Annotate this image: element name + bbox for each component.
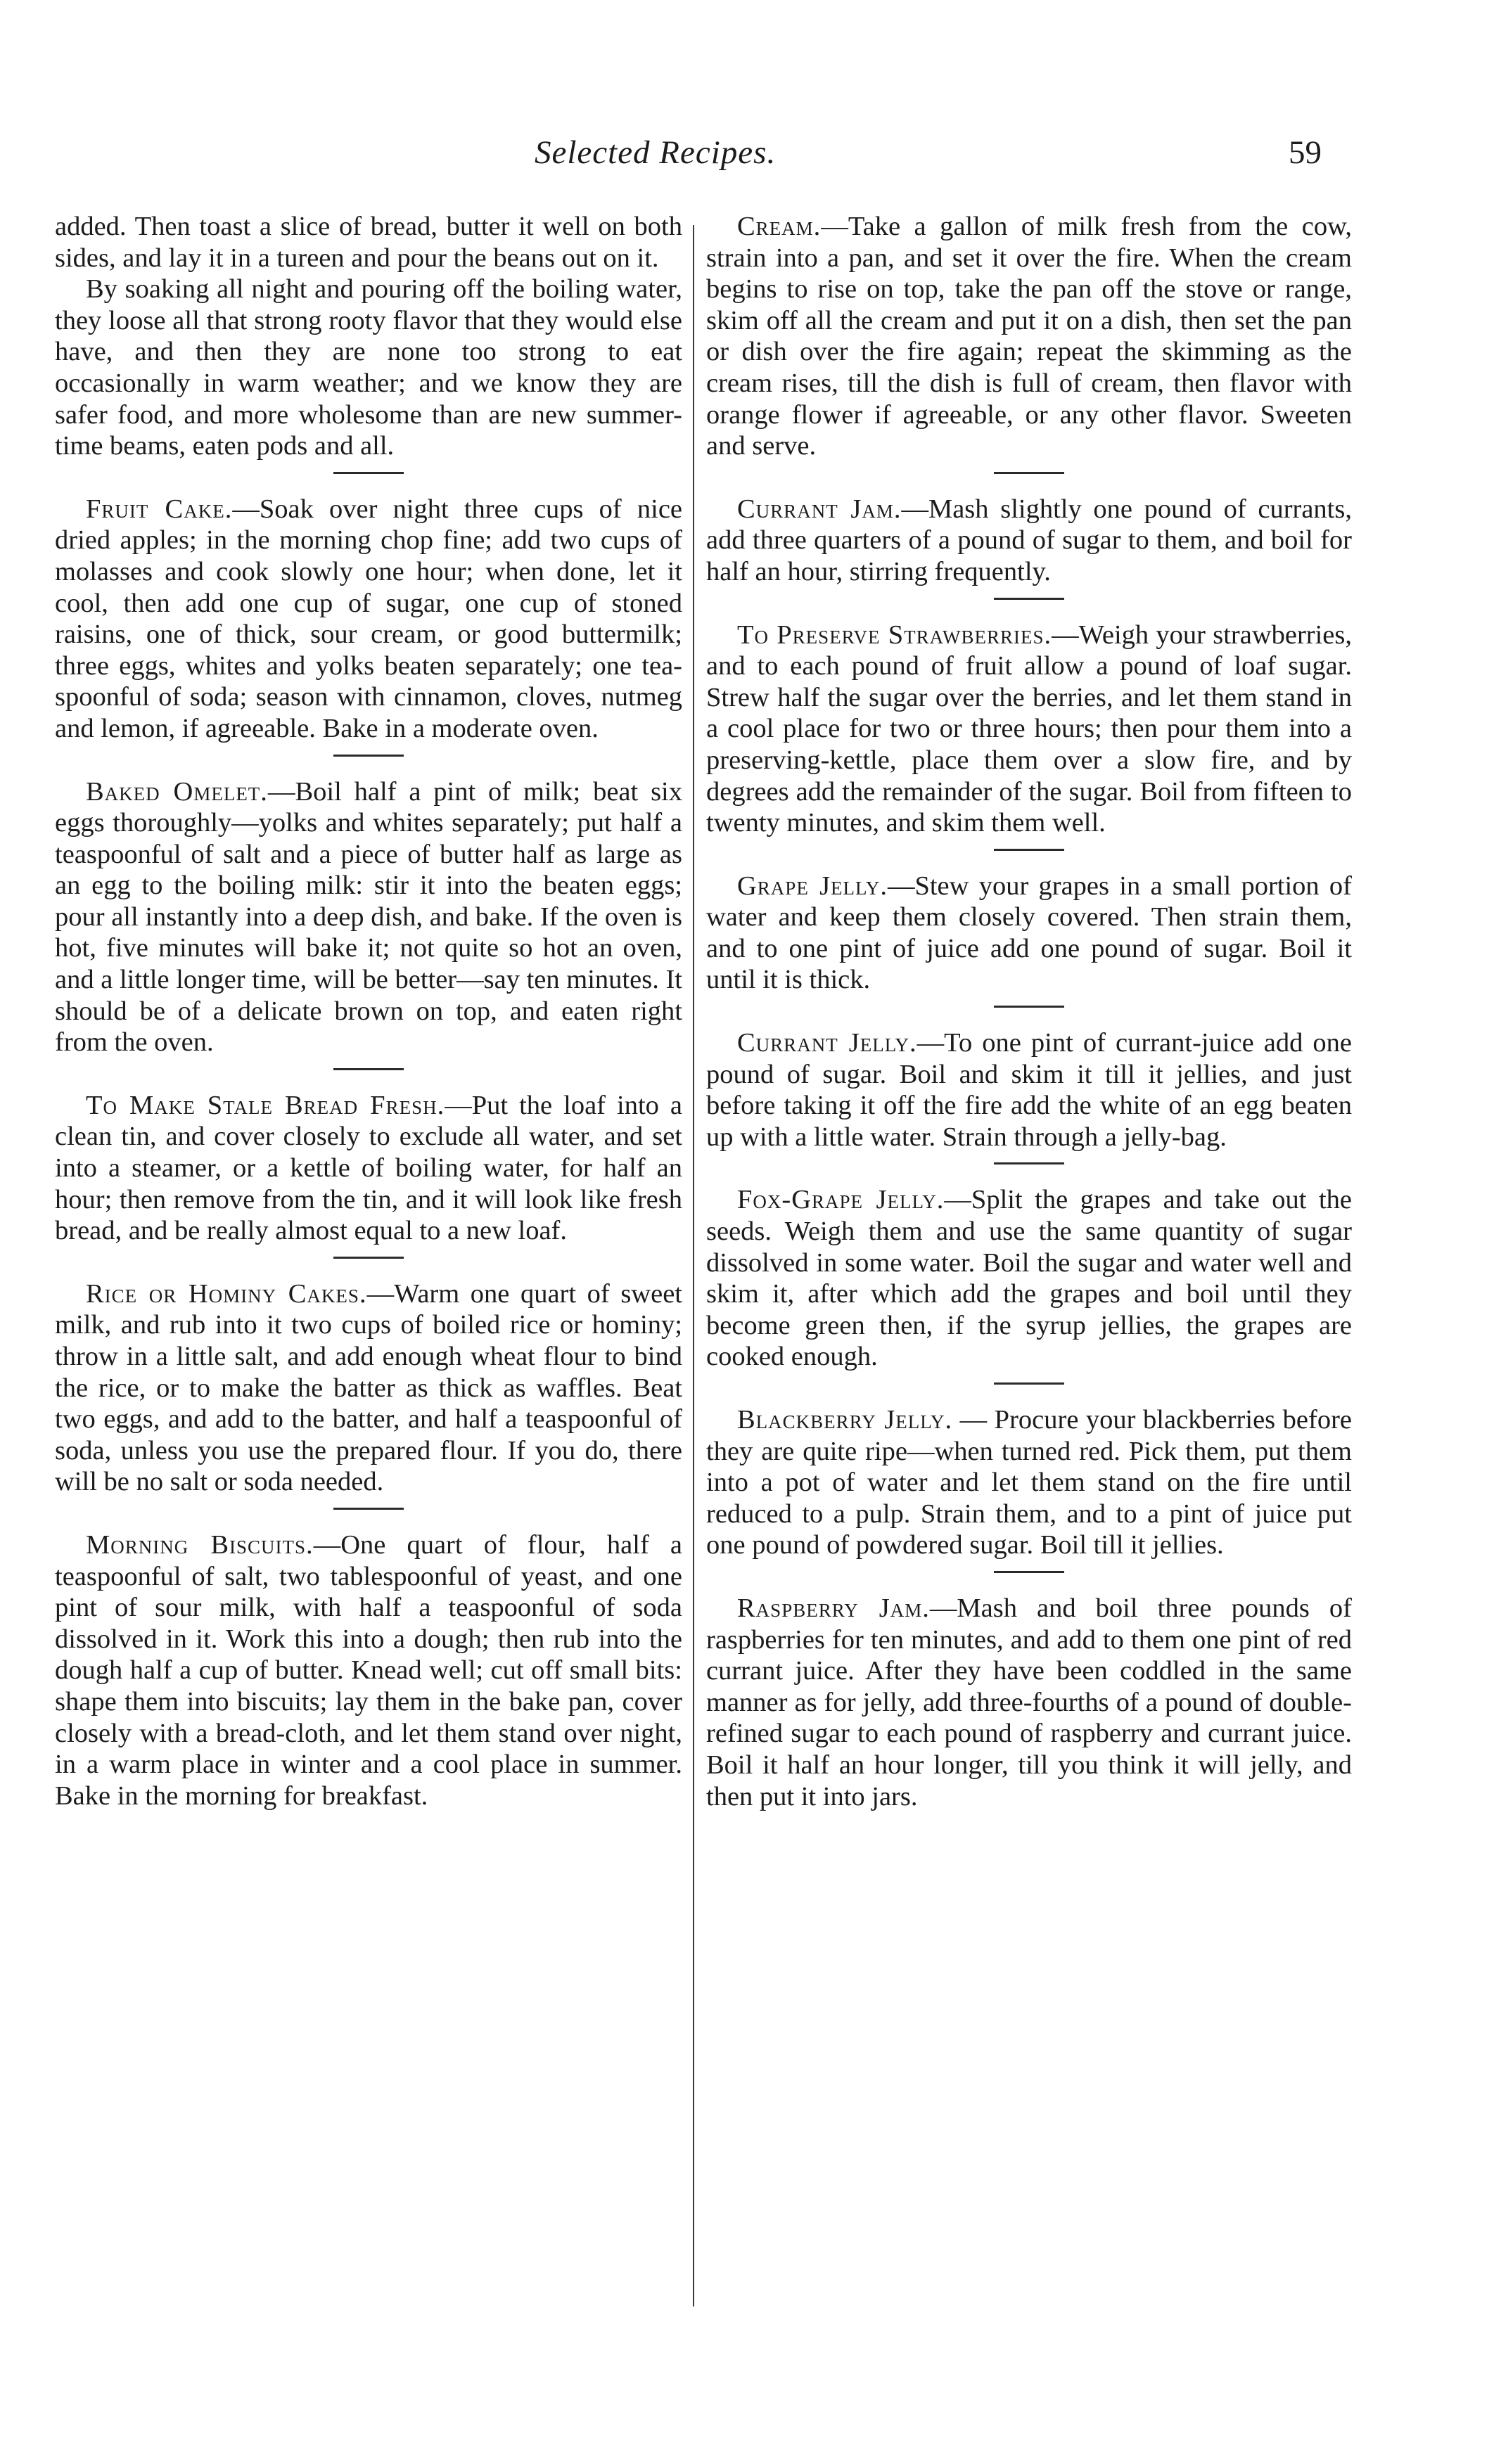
section-separator [994,472,1064,474]
recipe-rice-hominy-cakes [55,1278,682,1498]
recipe-body: —Weigh your strawberries, and to each pound of fruit allow a pound of loaf sugar. Strew half the sugar over the berries, and let them stand in a cool place for two or three hours; then pour them into a preserving-kettle, place them over a slow fire, and by degrees add the remainder of the sugar. Boil from fifteen to twenty minutes, and skim them well. [706,620,1352,838]
recipe-body: —One quart of flour, half a teaspoonful of salt, two tablespoonful of yeast, and one pint of sour milk, with half a teaspoonful of soda dissolved in it. Work this into a dough; then rub into the dough half a cup of butter. Knead well; cut off small bits: shape them into biscuits; lay them in the bake pan, cover closely with a bread-cloth, and let them stand over night, in a warm place in winter and a cool place in summer. Bake in the morning for breakfast. [55,1529,683,1811]
page-number: 59 [1289,134,1322,171]
section-separator [333,1508,404,1510]
recipe-title: To Make Stale Bread Fresh. [86,1090,445,1120]
recipe-title: Grape Jelly. [737,871,888,901]
section-separator [333,755,404,757]
section-separator [333,1257,404,1259]
recipe-body: By soaking all night and pouring off the boiling water, they loose all that strong rooty flavor that they would else have, and then they are none too strong to eat occasionally in warm weather; and we know they are safer food, and more wholesome than are new summer-time beams, eaten pods and all. [55,274,682,461]
recipe-body: — Procure your blackberries before they are quite ripe—when turned red. Pick them, put them into a pot of water and let them stand on the fire until reduced to a pulp. Strain them, and to a pint of juice put one pound of powdered sugar. Boil till it jellies. [706,1405,1352,1560]
recipe-cream [706,211,1352,462]
recipe-body: —Split the grapes and take out the seeds. Weigh them and use the same quantity of sugar dissolved in some water. Boil the sugar and water well and skim it, after which add the grapes and boil until they become green then, if the syrup jellies, the grapes are cooked enough. [706,1185,1352,1372]
recipe-morning-biscuits [55,1529,682,1811]
recipe-body: —Mash slightly one pound of currants, add three quarters of a pound of sugar to them, and boil for half an hour, stirring frequently. [706,494,1352,586]
section-separator [994,1006,1064,1008]
right-column [706,211,1352,1812]
recipe-currant-jelly [706,1027,1352,1153]
recipe-preserve-strawberries [706,620,1352,839]
column-divider [693,225,694,2306]
recipe-stale-bread [55,1090,682,1247]
recipe-blackberry-jelly [706,1404,1352,1561]
recipe-body: —Take a gallon of milk fresh from the cow, strain into a pan, and set it over the fire. When the cream begins to rise on top, take the pan off the stove or range, skim off all the cream and put it on a dish, then set the pan or dish over the fire again; repeat the skimming as the cream rises, till the dish is full of cream, then flavor with orange flower if agreeable, or any other flavor. Sweeten and serve. [706,212,1352,461]
recipe-body: —Stew your grapes in a small portion of water and keep them closely covered. Then strain them, and to one pint of juice add one pound of sugar. Boil it until it is thick. [706,871,1352,995]
recipe-title: Fruit Cake. [86,494,233,524]
recipe-body: —To one pint of currant-juice add one pound of sugar. Boil and skim it till it jellies, and just before taking it off the fire add the white of an egg beaten up with a little water. Strain through a jelly-bag. [706,1028,1352,1152]
section-separator [994,1571,1064,1573]
recipe-title: Cream. [737,212,822,241]
page-header [0,134,1501,190]
recipe-title: Raspberry Jam. [737,1593,930,1623]
recipe-body: —Boil half a pint of milk; beat six eggs thoroughly—yolks and whites separately; put half a teaspoonful of salt and a piece of butter half as large as an egg to the boiling milk: stir it into the beaten eggs; pour all instantly into a deep dish, and bake. If the oven is hot, five minutes will bake it; not quite so hot an oven, and a little longer time, will be better—say ten minutes. It should be of a delicate brown on top, and eaten right from the oven. [55,776,682,1058]
section-separator [994,598,1064,600]
section-separator [994,1162,1064,1164]
recipe-currant-jam [706,494,1352,588]
recipe-title: Baked Omelet. [86,776,268,807]
recipe-beans-continued [55,211,682,462]
recipe-title: To Preserve Strawberries. [737,620,1052,650]
recipe-fruit-cake [55,494,682,745]
recipe-body: —Put the loaf into a clean tin, and cover closely to exclude all water, and set into a steamer, or a kettle of boiling water, for half an hour; then remove from the tin, and it will look like fresh bread, and be really almost equal to a new loaf. [55,1090,682,1246]
recipe-title: Morning Biscuits. [86,1529,314,1560]
recipe-title: Currant Jam. [737,494,902,524]
recipe-body: —Warm one quart of sweet milk, and rub into it two cups of boiled rice or hominy; throw in a little salt, and add enough wheat flour to bind the rice, or to make the batter as thick as waffles. Beat two eggs, and add to the batter, and half a teaspoonful of soda, unless you use the prepared flour. If you do, there will be no salt or soda needed. [55,1278,682,1497]
left-column [55,211,682,1811]
running-title: Selected Recipes. [535,134,777,171]
recipe-body: added. Then toast a slice of bread, butter it well on both sides, and lay it in a tureen and pour the beans out on it. [55,212,682,273]
section-separator [333,472,404,474]
recipe-grape-jelly [706,871,1352,996]
recipe-fox-grape-jelly [706,1184,1352,1373]
recipe-title: Fox-Grape Jelly. [737,1185,945,1215]
recipe-title: Blackberry Jelly. [737,1405,953,1435]
recipe-body: —Mash and boil three pounds of raspberries for ten minutes, and add to them one pint of red currant juice. After they have been coddled in the same manner as for jelly, add three-fourths of a pound of double-refined sugar to each pound of raspberry and currant juice. Boil it half an hour longer, till you think it will jelly, and then put it into jars. [706,1593,1352,1811]
section-separator [994,1382,1064,1385]
recipe-title: Currant Jelly. [737,1028,917,1058]
recipe-title: Rice or Hominy Cakes. [86,1278,367,1309]
section-separator [994,849,1064,851]
recipe-raspberry-jam [706,1593,1352,1812]
section-separator [333,1068,404,1070]
recipe-body: —Soak over night three cups of nice dried apples; in the morning chop fine; add two cups of molasses and cook slowly one hour; when done, let it cool, then add one cup of sugar, one cup of stoned raisins, one of thick, sour cream, or good buttermilk; three eggs, whites and yolks beaten separately; one tea-spoonful of soda; season with cinnamon, cloves, nutmeg and lemon, if agreeable. Bake in a moderate oven. [55,494,683,743]
recipe-baked-omelet [55,776,682,1058]
